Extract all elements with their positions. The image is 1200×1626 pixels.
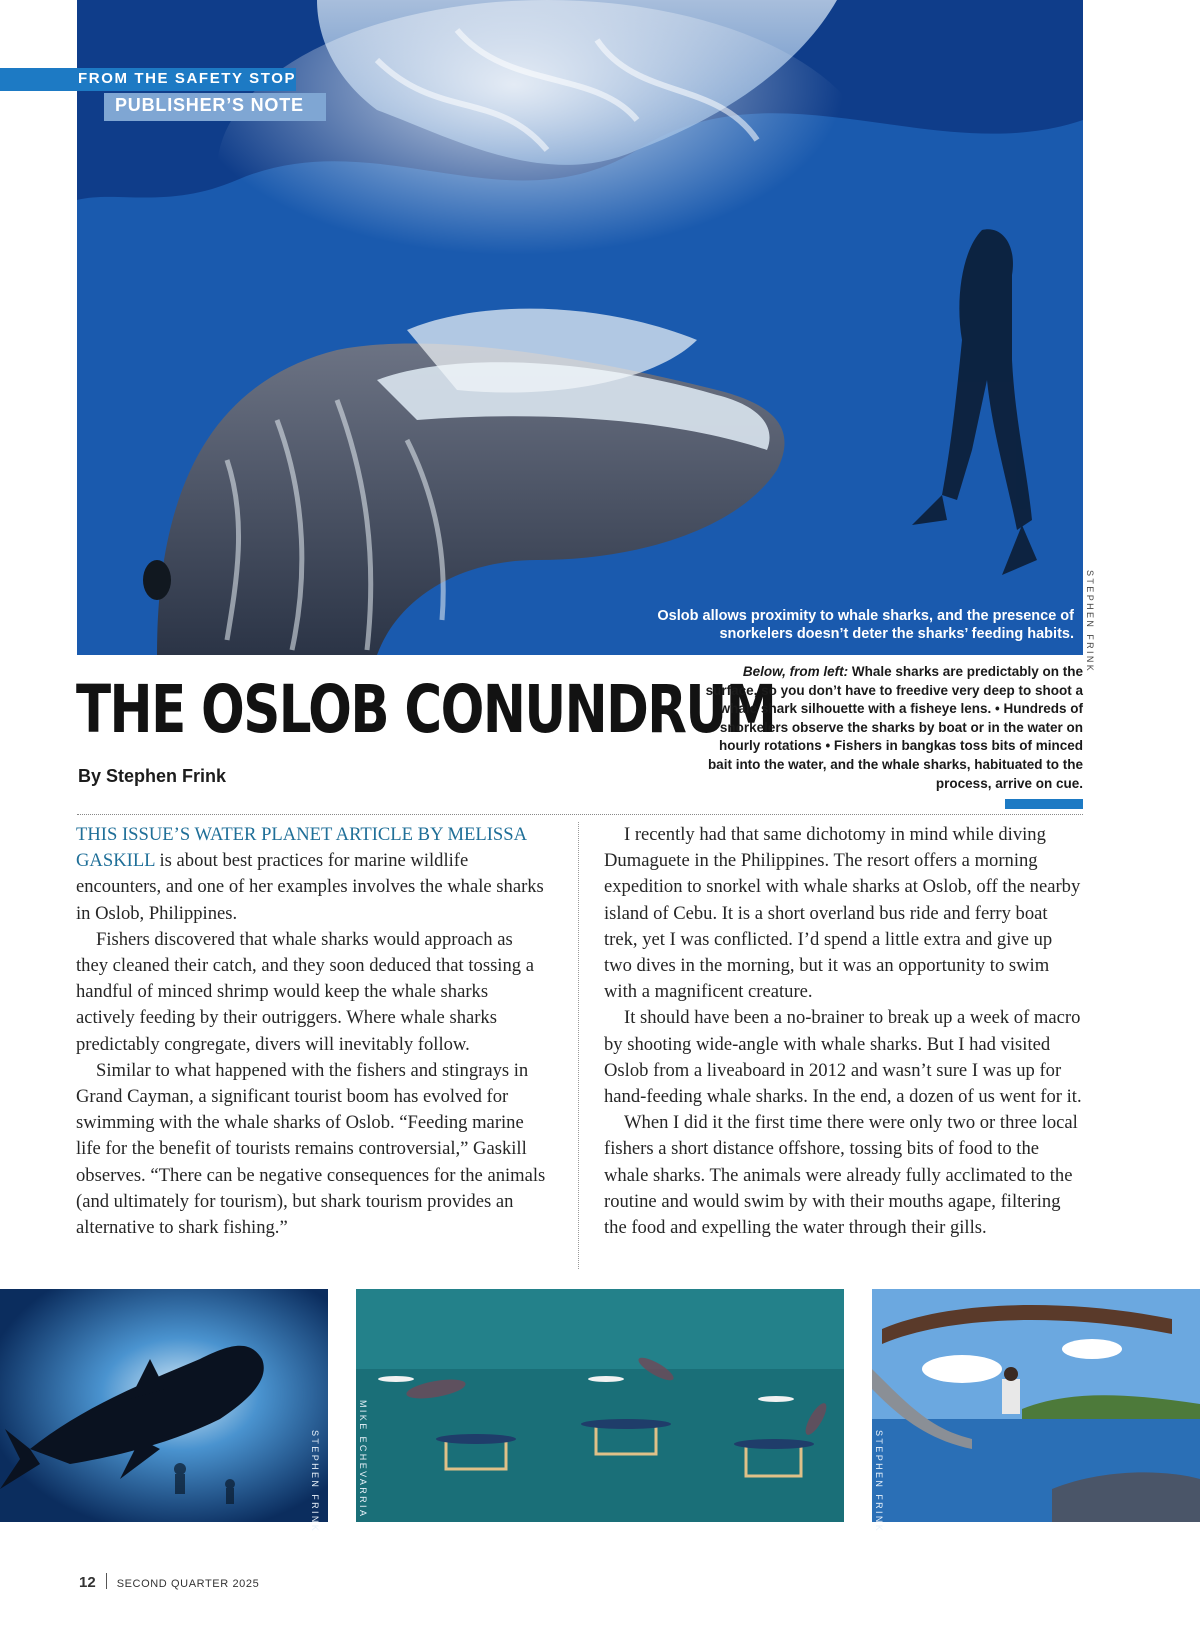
paragraph: When I did it the first time there were only two or three local fishers a short distance offshore, tossing bits of food to the whale sharks. The animals were already fully acclimated to the routine and would swim by with their mouths agape, filtering the food and expelling the water through their gills. (604, 1112, 1078, 1239)
paragraph-text: is about best practices for marine wildlife encounters, and one of her examples involves the whale sharks in Oslob, Philippines. (76, 850, 544, 924)
whale-shark-silhouette-illustration (0, 1289, 328, 1522)
section-label: PUBLISHER’S NOTE (115, 95, 304, 115)
page-number: 12 (79, 1574, 96, 1591)
paragraph: Similar to what happened with the fishers and stingrays in Grand Cayman, a significant tourist boom has evolved for swimming with the whale sharks of Oslob. “Feeding marine life for the benefit of tourists remains controversial,” Gaskill observes. “There can be negative consequences for the animals (and ultimately for tourism), but shark tourism provides an alternative to shark fishing.” (76, 1059, 546, 1239)
column-divider (578, 822, 579, 1269)
page-footer (79, 1573, 259, 1591)
article-column-right (604, 822, 1082, 1241)
hero-caption: Oslob allows proximity to whale sharks, and the presence of snorkelers doesn’t deter the sharks’ feeding habits. (657, 608, 1074, 642)
paragraph: I recently had that same dichotomy in mind while diving Dumaguete in the Philippines. The resort offers a morning expedition to snorkel with whale sharks at Oslob, off the nearby island of Cebu. It is a short overland bus ride and ferry boat trek, yet I was conflicted. I’d spend a little extra and give up two dives in the morning, but it was an opportunity to swim with a magnificent creature. (604, 824, 1081, 1003)
photo-credit-left: STEPHEN FRINK (310, 1430, 320, 1534)
photo-bangkas-aerial (356, 1289, 844, 1522)
photo-fisher-split-view (872, 1289, 1200, 1522)
photo-credit-middle: MIKE ECHEVARRIA (358, 1400, 368, 1519)
hero-photo-credit: STEPHEN FRINK (1085, 570, 1095, 674)
lead-in: THIS ISSUE’S WATER PLANET ARTICLE BY MELISSA GASKILL (76, 824, 526, 872)
article-title: THE OSLOB CONUNDRUM (76, 671, 776, 748)
photo-credit-right: STEPHEN FRINK (874, 1430, 884, 1534)
photo-caption-body: Whale sharks are predictably on the surface, so you don’t have to freedive very deep to shoot a whale shark silhouette with a fisheye lens. • Hundreds of snorkelers observe the sharks by boat or in the water on hourly rotations • Fishers in bangkas toss bits of minced bait into the water, and the whale sharks, habituated to the process, arrive on cue. (705, 664, 1083, 791)
photo-caption-lead: Below, from left: (742, 664, 849, 679)
photo-caption (703, 663, 1083, 793)
footer-separator (106, 1573, 107, 1589)
issue-label: SECOND QUARTER 2025 (116, 1578, 260, 1590)
photo-whale-shark-silhouette (0, 1289, 328, 1522)
bangkas-aerial-illustration (356, 1289, 844, 1522)
divider-line (77, 814, 1083, 815)
section-kicker: FROM THE SAFETY STOP (78, 70, 297, 87)
paragraph (76, 822, 548, 927)
article-column-left (76, 822, 548, 1241)
paragraph: It should have been a no-brainer to break up a week of macro by shooting wide-angle with whale sharks. But I had visited Oslob from a liveaboard in 2012 and wasn’t sure I was up for hand-feeding whale sharks. In the end, a dozen of us went for it. (604, 1007, 1082, 1108)
paragraph: Fishers discovered that whale sharks would approach as they cleaned their catch, and they soon deduced that tossing a handful of minced shrimp would keep the whale sharks actively feeding by their outriggers. Where whale sharks predictably congregate, divers will inevitably follow. (76, 928, 534, 1055)
fisher-split-view-illustration (872, 1289, 1200, 1522)
article-byline: By Stephen Frink (78, 766, 227, 786)
accent-tab (1005, 799, 1083, 809)
